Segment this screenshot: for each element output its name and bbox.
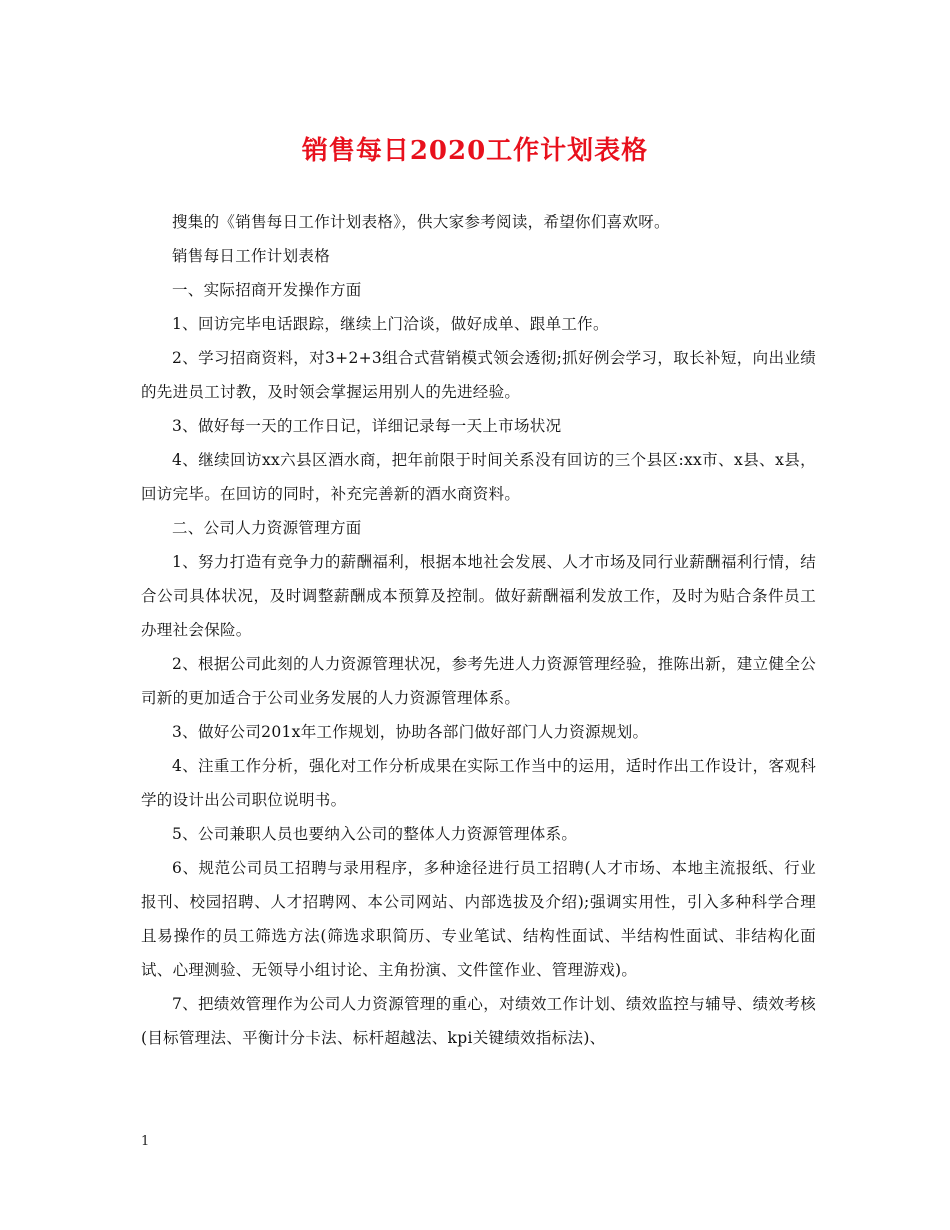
paragraph: 2、根据公司此刻的人力资源管理状况，参考先进人力资源管理经验，推陈出新，建立健全公司新的更加适合于公司业务发展的人力资源管理体系。 xyxy=(141,655,816,707)
paragraph: 3、做好公司201x年工作规划，协助各部门做好部门人力资源规划。 xyxy=(172,723,649,741)
paragraph: 3、做好每一天的工作日记，详细记录每一天上市场状况 xyxy=(172,417,562,435)
paragraph: 7、把绩效管理作为公司人力资源管理的重心，对绩效工作计划、绩效监控与辅导、绩效考核(目标管理法、平衡计分卡法、标杆超越法、kpi关键绩效指标法)、 xyxy=(141,995,816,1047)
paragraph: 1、回访完毕电话跟踪，继续上门洽谈，做好成单、跟单工作。 xyxy=(172,315,609,333)
paragraph-intro: 搜集的《销售每日工作计划表格》，供大家参考阅读，希望你们喜欢呀。 xyxy=(172,213,670,231)
paragraph-subtitle: 销售每日工作计划表格 xyxy=(172,247,331,265)
page-number: 1 xyxy=(141,1134,150,1149)
paragraph: 2、学习招商资料，对3+2+3组合式营销模式领会透彻;抓好例会学习，取长补短，向出业绩的先进员工讨教，及时领会掌握运用别人的先进经验。 xyxy=(141,349,816,401)
paragraph: 5、公司兼职人员也要纳入公司的整体人力资源管理体系。 xyxy=(172,825,578,843)
paragraph: 6、规范公司员工招聘与录用程序，多种途径进行员工招聘(人才市场、本地主流报纸、行业报刊、校园招聘、人才招聘网、本公司网站、内部选拔及介绍);强调实用性，引入多种科学合理且易操作的员工筛选方法(筛选求职简历、专业笔试、结构性面试、半结构性面试、非结构化面试、心理测验、无领导小组讨论、主角扮演、文件筐作业、管理游戏)。 xyxy=(141,859,816,979)
document-body xyxy=(141,205,816,1055)
paragraph: 4、继续回访xx六县区酒水商，把年前限于时间关系没有回访的三个县区:xx市、x县、x县，回访完毕。在回访的同时，补充完善新的酒水商资料。 xyxy=(141,451,816,503)
section-heading-1: 一、实际招商开发操作方面 xyxy=(172,281,362,299)
section-heading-2: 二、公司人力资源管理方面 xyxy=(172,519,362,537)
paragraph: 1、努力打造有竞争力的薪酬福利，根据本地社会发展、人才市场及同行业薪酬福利行情，结合公司具体状况，及时调整薪酬成本预算及控制。做好薪酬福利发放工作，及时为贴合条件员工办理社会保险。 xyxy=(141,553,816,639)
document-title: 销售每日2020工作计划表格 xyxy=(301,136,649,166)
paragraph: 4、注重工作分析，强化对工作分析成果在实际工作当中的运用，适时作出工作设计，客观科学的设计出公司职位说明书。 xyxy=(141,757,816,809)
